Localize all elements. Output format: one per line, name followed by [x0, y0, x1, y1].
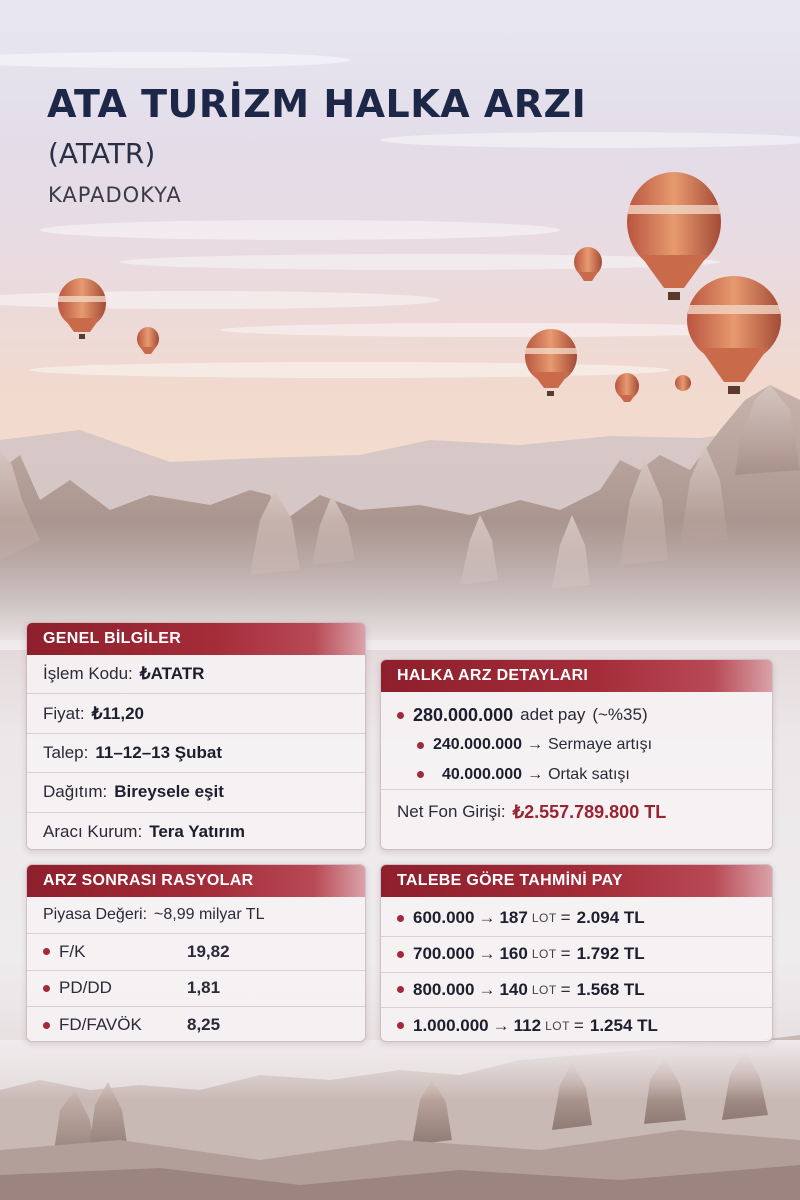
panel-header: ARZ SONRASI RASYOLAR [27, 865, 365, 897]
info-label: Aracı Kurum: [43, 821, 143, 841]
allocation-row [381, 937, 772, 973]
market-cap-row [27, 897, 365, 934]
ratio-row-fk [27, 934, 365, 971]
bullet-icon [43, 985, 50, 992]
lot-unit: LOT [531, 911, 557, 926]
info-row-distribution [27, 773, 365, 812]
tl-amount: 2.094 TL [576, 908, 645, 928]
bullet-icon [397, 986, 404, 993]
equals-sign: = [560, 979, 571, 999]
panel-header: GENEL BİLGİLER [27, 623, 365, 655]
bullet-icon [397, 712, 404, 719]
hot-air-balloon-icon [137, 327, 159, 354]
bullet-icon [397, 951, 404, 958]
tl-amount: 1.568 TL [576, 979, 645, 999]
panel-header: HALKA ARZ DETAYLARI [381, 660, 772, 692]
lot-unit: LOT [531, 982, 557, 997]
shareholder-sale-value: 40.000.000 [442, 765, 523, 783]
equals-sign: = [560, 908, 571, 928]
info-value: 11–12–13 Şubat [95, 743, 223, 763]
equals-sign: = [573, 1015, 584, 1035]
bullet-icon [43, 948, 50, 955]
lot-count: 187 [499, 908, 528, 928]
general-info-panel [26, 622, 366, 850]
arrow-icon: → [478, 944, 496, 964]
bullet-icon [397, 915, 404, 922]
market-cap-label: Piyasa Değeri: [43, 905, 148, 923]
total-shares-pct: (~%35) [592, 705, 648, 724]
total-shares-value: 280.000.000 [413, 704, 514, 725]
bullet-icon [43, 1022, 50, 1029]
bullet-icon [417, 771, 424, 778]
ratio-row-fdfavok [27, 1007, 365, 1042]
info-label: Fiyat: [43, 703, 85, 723]
info-row-price [27, 694, 365, 733]
lot-count: 112 [513, 1015, 542, 1035]
equals-sign: = [560, 944, 571, 964]
info-value: Tera Yatırım [149, 821, 245, 841]
hot-air-balloon-icon [574, 247, 602, 281]
arrow-icon: → [526, 736, 543, 753]
panel-header: TALEBE GÖRE TAHMİNİ PAY [381, 865, 772, 897]
applicant-count: 800.000 [413, 979, 475, 999]
arrow-icon: → [527, 765, 544, 783]
ipo-details-panel [380, 659, 773, 850]
ratio-value: 19,82 [187, 941, 230, 961]
info-label: Dağıtım: [43, 782, 108, 802]
market-cap-value: ~8,99 milyar TL [154, 905, 265, 923]
capital-increase-label: Sermaye artışı [547, 736, 653, 753]
net-funds-label: Net Fon Girişi: [397, 802, 506, 821]
arrow-icon: → [492, 1015, 510, 1035]
info-row-broker [27, 813, 365, 850]
ratio-row-pddd [27, 971, 365, 1008]
allocation-row [381, 973, 772, 1009]
info-row-ticker [27, 655, 365, 694]
info-value: ₺11,20 [91, 703, 144, 723]
applicant-count: 700.000 [413, 944, 475, 964]
lot-unit: LOT [545, 1018, 570, 1033]
ratio-label: PD/DD [59, 978, 112, 998]
hot-air-balloon-icon [687, 276, 781, 394]
ratio-label: F/K [59, 941, 86, 961]
arrow-icon: → [478, 979, 496, 999]
bullet-icon [397, 1022, 404, 1029]
hot-air-balloon-icon [615, 373, 639, 402]
hot-air-balloon-icon [58, 278, 106, 339]
ratio-value: 8,25 [187, 1015, 221, 1035]
page-title: ATA TURİZM HALKA ARZI [47, 82, 587, 126]
info-row-dates [27, 734, 365, 773]
lot-count: 140 [499, 979, 528, 999]
info-value: ₺ATATR [139, 664, 205, 684]
hot-air-balloon-icon [525, 329, 577, 396]
net-funds-row [381, 790, 772, 834]
lot-count: 160 [499, 944, 528, 964]
hot-air-balloon-icon [627, 172, 721, 300]
ticker-subtitle: (ATATR) [48, 137, 156, 170]
total-shares-unit: adet pay [520, 705, 586, 724]
capital-increase-row [381, 730, 772, 760]
allocation-row [381, 1008, 772, 1042]
allocation-row [381, 901, 772, 937]
ratio-label: FD/FAVÖK [59, 1015, 142, 1035]
info-value: Bireysele eşit [114, 782, 224, 802]
lot-unit: LOT [531, 947, 557, 962]
applicant-count: 600.000 [413, 908, 475, 928]
post-ipo-ratios-panel [26, 864, 366, 1042]
shareholder-sale-label: Ortak satışı [548, 765, 630, 783]
shareholder-sale-row [381, 760, 772, 790]
info-label: İşlem Kodu: [43, 664, 133, 684]
ratio-value: 1,81 [187, 978, 221, 998]
info-label: Talep: [43, 743, 89, 763]
tl-amount: 1.254 TL [589, 1015, 658, 1035]
tl-amount: 1.792 TL [576, 944, 645, 964]
net-funds-value: ₺2.557.789.800 TL [512, 801, 667, 822]
hot-air-balloon-icon [675, 375, 691, 391]
arrow-icon: → [478, 908, 496, 928]
estimated-allocation-panel [380, 864, 773, 1042]
capital-increase-value: 240.000.000 [433, 736, 522, 753]
total-shares-row [381, 700, 772, 730]
region-label: KAPADOKYA [48, 183, 182, 207]
applicant-count: 1.000.000 [413, 1015, 489, 1035]
bullet-icon [417, 742, 424, 749]
